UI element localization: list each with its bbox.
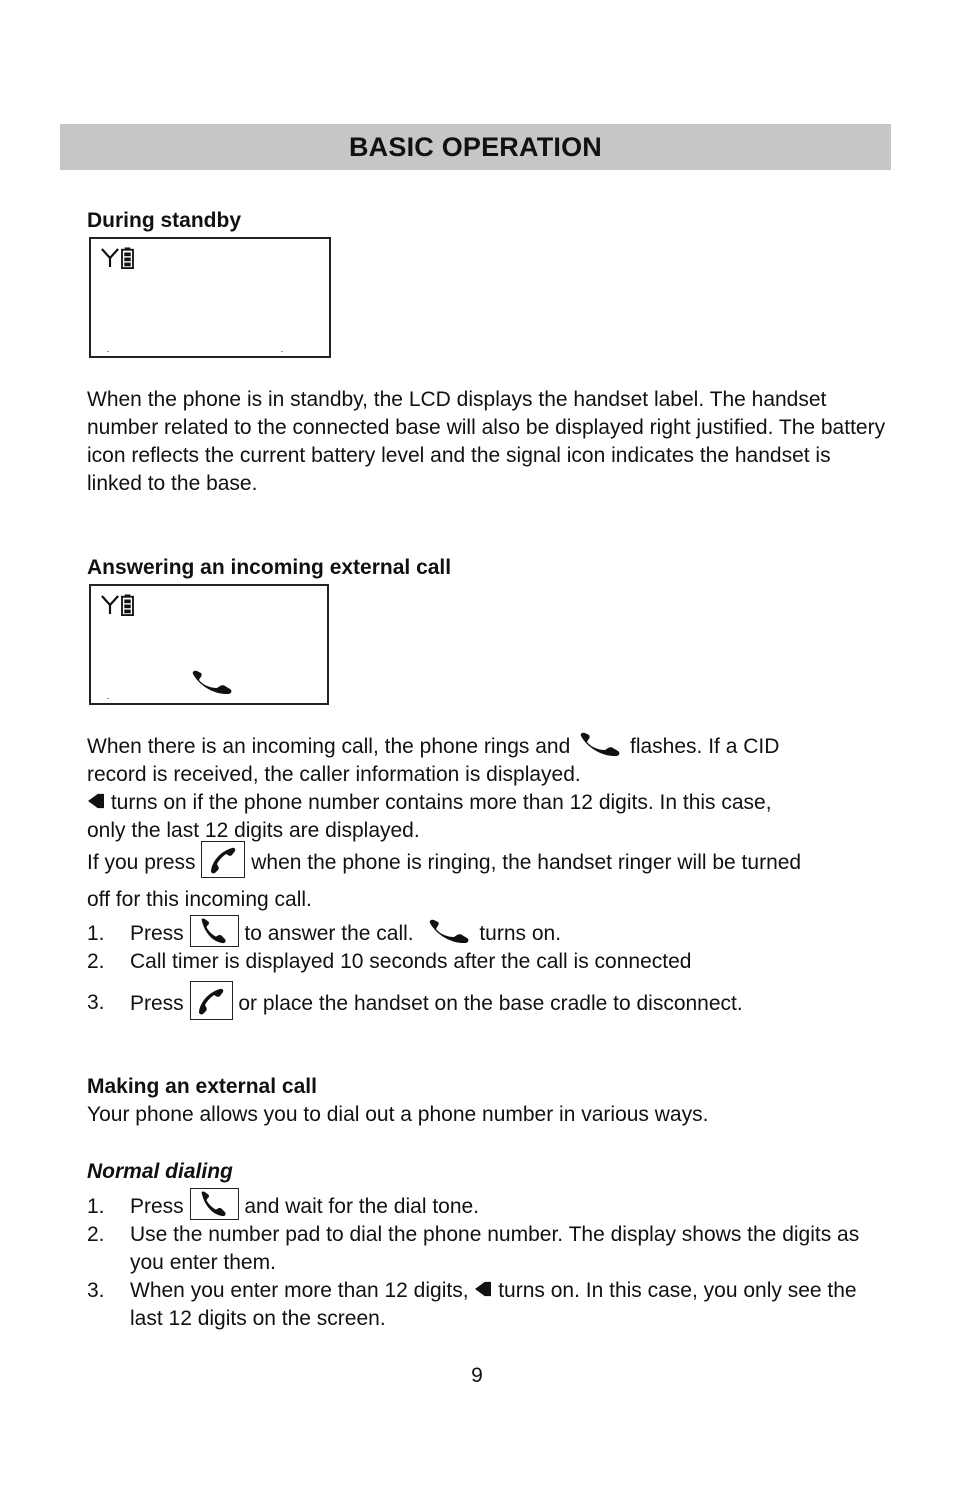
standby-heading: During standby xyxy=(87,209,242,232)
step-text-b: and wait for the dial tone. xyxy=(244,1195,480,1218)
incoming-text-3: turns on if the phone number contains more than 12 digits. In this case, xyxy=(110,791,772,814)
step-text xyxy=(130,989,890,1020)
normal-dialing-heading: Normal dialing xyxy=(87,1160,233,1183)
step-text xyxy=(130,920,890,948)
incoming-line-4: only the last 12 digits are displayed. xyxy=(87,819,420,842)
left-arrow-icon xyxy=(87,793,105,809)
talk-key-button[interactable] xyxy=(190,915,239,947)
end-key-icon xyxy=(196,986,226,1016)
standby-paragraph: When the phone is in standby, the LCD displays the handset label. The handset number related to the connected base will also be displayed right justified. The battery icon reflects the current battery level and the signal icon indicates the handset is linked to the base. xyxy=(87,388,886,495)
step-number: 1. xyxy=(87,1195,105,1218)
incoming-line-3 xyxy=(87,791,772,815)
incoming-line-5 xyxy=(87,849,801,878)
page-title: BASIC OPERATION xyxy=(348,131,602,162)
normal-step-2 xyxy=(87,1221,890,1277)
incoming-step-2 xyxy=(87,948,890,976)
step-number: 2. xyxy=(87,1223,105,1246)
step-text: Use the number pad to dial the phone number. The display shows the digits as you enter them. xyxy=(130,1223,860,1274)
standby-lcd-display xyxy=(89,237,331,358)
battery-icon xyxy=(121,247,134,269)
lcd-pixel-dot xyxy=(281,351,283,352)
signal-antenna-icon xyxy=(101,247,119,269)
step-text-a: Press xyxy=(130,992,184,1016)
signal-antenna-icon xyxy=(101,594,119,616)
incoming-text-1b: flashes. If a CID xyxy=(629,735,780,758)
page-number: 9 xyxy=(471,1364,483,1387)
talk-key-icon xyxy=(197,1190,231,1218)
external-heading: Making an external call xyxy=(87,1075,317,1098)
step-number: 3. xyxy=(87,1279,105,1302)
step-text-b: or place the handset on the base cradle to disconnect. xyxy=(238,992,743,1016)
incoming-text-1a: When there is an incoming call, the phone rings and xyxy=(87,735,571,758)
lcd-pixel-dot xyxy=(107,351,109,352)
incoming-text-5a: If you press xyxy=(87,851,196,875)
incoming-heading: Answering an incoming external call xyxy=(87,556,452,579)
end-key-icon xyxy=(208,845,238,875)
lcd-status-icons xyxy=(101,594,134,616)
external-intro: Your phone allows you to dial out a phone number in various ways. xyxy=(87,1103,709,1126)
step-number: 2. xyxy=(87,950,105,973)
incoming-text-5b: when the phone is ringing, the handset ringer will be turned xyxy=(251,851,802,875)
normal-step-1 xyxy=(87,1193,890,1221)
normal-step-3 xyxy=(87,1277,890,1333)
step-text-b: to answer the call. xyxy=(244,922,414,945)
incoming-line-1 xyxy=(87,735,779,759)
step-text-a: Press xyxy=(130,922,184,945)
left-arrow-icon xyxy=(474,1281,492,1297)
step-text: Call timer is displayed 10 seconds after the call is connected xyxy=(130,950,692,973)
end-key-button[interactable] xyxy=(190,981,233,1020)
battery-icon xyxy=(121,594,134,616)
incoming-step-3 xyxy=(87,989,890,1020)
talk-key-icon xyxy=(197,917,231,945)
end-key-button[interactable] xyxy=(201,841,245,878)
incoming-line-6: off for this incoming call. xyxy=(87,888,312,911)
step-text xyxy=(130,1277,890,1333)
incoming-line-2: record is received, the caller information is displayed. xyxy=(87,763,581,786)
incoming-lcd-display xyxy=(89,584,329,705)
lcd-pixel-dot xyxy=(107,698,109,699)
lcd-status-icons xyxy=(101,247,134,269)
step-text xyxy=(130,1193,890,1221)
step-text-c: turns on. xyxy=(479,922,562,945)
handset-icon xyxy=(427,919,471,943)
section-banner xyxy=(60,124,891,170)
talk-key-button[interactable] xyxy=(190,1188,239,1220)
step-number: 1. xyxy=(87,922,105,945)
incoming-step-1 xyxy=(87,920,890,948)
handset-icon xyxy=(578,732,622,756)
step-text-b: turns on. In this case, you only see the last 12 digits on the screen. xyxy=(130,1279,857,1330)
step-number: 3. xyxy=(87,991,105,1014)
step-text-a: When you enter more than 12 digits, xyxy=(130,1279,469,1302)
step-text-a: Press xyxy=(130,1195,184,1218)
handset-icon xyxy=(190,670,234,694)
